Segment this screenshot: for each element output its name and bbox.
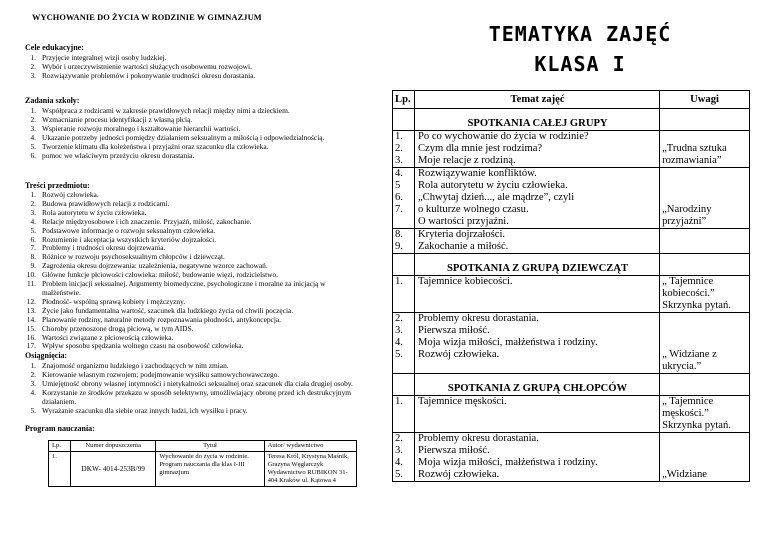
topic-note: „Narodziny przyjaźni”	[662, 204, 712, 227]
list-item-text: Tworzenie klimatu dla koleżeństwa i przyjaźni oraz szacunku dla człowieka.	[42, 141, 269, 151]
content-list	[25, 191, 355, 351]
list-item-text: Zagrożenia okresu dojrzewania: uzależnienia, negatywne wzorce zachowań.	[42, 261, 268, 271]
program-col-lp: Lp.	[49, 441, 71, 452]
topic-numbers	[393, 433, 415, 482]
topic-numbers	[393, 276, 415, 313]
topic-numbers	[393, 168, 415, 229]
list-item-number: 8.	[30, 252, 36, 262]
list-item-text: Problem inicjacji seksualnej. Argumenty biomedyczne, psychologiczne i moralne za inicjacją w małżeństwie.	[42, 279, 326, 297]
list-item-text: Wyrażanie szacunku dla siebie oraz innych ludzi, ich wysiłku i pracy.	[42, 405, 248, 415]
program-row-title: Wychowanie do życia w rodzinie. Program nauczania dla klas I-III gimnazjum	[156, 452, 264, 487]
list-item-number: 3.	[30, 378, 36, 388]
list-item	[25, 280, 355, 298]
table-row	[393, 168, 750, 229]
list-item-text: Wspieranie rozwoju moralnego i kształtowanie hierarchii wartości.	[42, 123, 241, 133]
program-col-author: Autor/ wydawnictwo	[264, 441, 356, 452]
topic-number: 3.	[395, 325, 403, 336]
topic-number: 1.	[395, 131, 403, 142]
group-heading: SPOTKANIA CAŁEJ GRUPY	[467, 118, 608, 129]
group-heading-cell	[414, 109, 659, 131]
topic-number: 9.	[395, 241, 403, 252]
list-item-number: 2.	[30, 114, 36, 124]
list-item-number: 4.	[30, 132, 36, 142]
document-title: WYCHOWANIE DO ŻYCIA W RODZINIE W GIMNAZJUM	[32, 13, 262, 22]
list-item-text: Rozwiązywanie problemów i pokonywanie trudności okresu dorastania.	[42, 70, 256, 80]
list-item-number: 1.	[30, 361, 36, 370]
list-item-number: 2.	[30, 198, 36, 208]
list-item-number: 4.	[30, 216, 36, 226]
topic-note: „Widziane	[662, 469, 707, 480]
topic-note: „ Tajemnice kobiecości.” Skrzynka pytań.	[662, 276, 731, 311]
list-item-text: Ukazanie potrzeby jedności pomiędzy działaniem seksualnym a miłością i odpowiedzialnością.	[42, 132, 325, 142]
topic-text: Moja wizja miłości, małżeństwa i rodziny.	[417, 457, 598, 468]
list-item-number: 13.	[26, 305, 36, 315]
topic-note-cell	[660, 276, 750, 313]
list-item-number: 3.	[30, 70, 36, 80]
topic-number: 2.	[395, 143, 403, 154]
table-row	[393, 229, 750, 254]
topic-number: 3.	[395, 155, 403, 166]
topics-title: TEMATYKA ZAJĘĆ	[488, 22, 672, 46]
list-item-number: 5.	[30, 141, 36, 151]
topic-number: 8.	[395, 229, 403, 240]
topic-text: Tajemnice kobiecości.	[417, 276, 513, 287]
topic-note-cell	[660, 229, 750, 254]
list-item-number: 10.	[26, 270, 36, 280]
topic-note-cell	[660, 313, 750, 374]
list-item-text: Główne funkcje płciowości człowieka: miłość, budowanie więzi, rodzicielstwo.	[42, 270, 279, 280]
list-item	[25, 342, 355, 351]
list-item-number: 4.	[30, 387, 36, 397]
topics-table-header	[393, 91, 750, 109]
list-item-number: 3.	[30, 123, 36, 133]
list-item-number: 16.	[26, 332, 36, 342]
list-item-text: Różnice w rozwoju psychoseksualnym chłopców i dziewcząt.	[42, 252, 225, 262]
group-heading-lp	[393, 374, 415, 396]
list-item-text: Choroby przenoszone drogą płciową, w tym AIDS.	[42, 323, 194, 333]
topic-text: Zakochanie a miłość.	[417, 241, 509, 252]
list-item-number: 1.	[30, 190, 36, 199]
list-item-number: 2.	[30, 61, 36, 71]
group-heading-cell	[414, 374, 659, 396]
topic-note: „ Widziane z ukrycia.”	[662, 349, 717, 372]
table-row	[393, 276, 750, 313]
topic-number: 5.	[395, 469, 403, 480]
topic-number: 7.	[395, 204, 403, 215]
list-item-text: Umiejętność obrony własnej intymności i nietykalności seksualnej oraz szacunek dla ciała drugiej osoby.	[42, 378, 353, 388]
list-item-number: 6.	[30, 234, 36, 244]
list-item-text: Życie jako fundamentalna wartość, szacunek dla ludzkiego życia od chwili poczęcia.	[42, 305, 294, 315]
list-item-number: 17.	[26, 341, 36, 351]
group-heading-notes	[660, 254, 750, 276]
list-item-text: Wartości związane z płciowością człowieka.	[42, 332, 174, 342]
list-item-number: 7.	[30, 243, 36, 253]
topic-number: 1.	[395, 276, 403, 287]
list-item-number: 1.	[30, 106, 36, 115]
group-heading-row	[393, 254, 750, 276]
topic-number: 6.	[395, 192, 403, 203]
topic-text: Kryteria dojrzałości.	[417, 229, 506, 240]
topic-number: 5.	[395, 349, 403, 360]
list-item-text: Planowanie rodziny, naturalne metody rozpoznawania płodności, antykoncepcja.	[42, 314, 282, 324]
topic-text: O wartości przyjaźni.	[417, 216, 509, 227]
list-item-number: 14.	[26, 314, 36, 324]
group-heading-lp	[393, 109, 415, 131]
list-item-text: Relacje międzyosobowe i ich znaczenie. Przyjaźń, miłość, zakochanie.	[42, 216, 252, 226]
list-item-number: 11.	[27, 279, 36, 289]
list-item-number: 3.	[30, 207, 36, 217]
table-row	[393, 313, 750, 374]
group-heading-row	[393, 109, 750, 131]
achievements-heading: Osiągnięcia:	[25, 351, 68, 360]
topic-numbers	[393, 313, 415, 374]
topic-text: Rozwój człowieka.	[417, 469, 500, 480]
topic-note: „ Tajemnice męskości.” Skrzynka pytań.	[662, 396, 731, 431]
list-item	[25, 407, 355, 416]
topic-text: „Chwytaj dzień..., ale mądrze”, czyli	[417, 192, 575, 203]
program-row-number: DKW- 4014-253B/99	[70, 452, 155, 487]
topic-note-cell	[660, 433, 750, 482]
list-item-text: Wpływ sposobu spędzania wolnego czasu na osobowość człowieka.	[42, 341, 244, 351]
school-tasks-list	[25, 107, 355, 160]
list-item-text: Problemy i trudności okresu dojrzewania.	[42, 243, 166, 253]
table-row	[393, 131, 750, 168]
list-item-text: Budowa prawidłowych relacji z rodzicami.	[42, 198, 170, 208]
list-item	[25, 152, 355, 161]
topic-texts	[414, 229, 659, 254]
group-heading-notes	[660, 109, 750, 131]
list-item-number: 5.	[30, 405, 36, 415]
list-item-text: Przyjęcie integralnej wizji osoby ludzkiej.	[42, 53, 167, 62]
topic-number: 5	[395, 180, 401, 191]
topic-text: Rozwiązywanie konfliktów.	[417, 168, 537, 179]
program-col-number: Numer dopuszczenia	[70, 441, 155, 452]
topic-text: Moja wizja miłości, małżeństwa i rodziny.	[417, 337, 598, 348]
list-item	[25, 389, 355, 407]
achievements-list	[25, 362, 355, 415]
list-item-number: 15.	[26, 323, 36, 333]
topics-col-notes: Uwagi	[660, 91, 750, 109]
group-heading-cell	[414, 254, 659, 276]
list-item-number: 2.	[30, 369, 36, 379]
list-item-number: 12.	[26, 296, 36, 306]
list-item-number: 1.	[30, 53, 36, 62]
topic-text: Moje relacje z rodziną.	[417, 155, 516, 166]
topic-numbers	[393, 229, 415, 254]
topic-text: Pierwsza miłość.	[417, 325, 490, 336]
topic-texts	[414, 433, 659, 482]
topic-number: 4.	[395, 168, 403, 179]
topic-numbers	[393, 131, 415, 168]
list-item	[25, 72, 355, 81]
topic-texts	[414, 168, 659, 229]
topic-number: 3.	[395, 445, 403, 456]
topics-col-topic: Temat zajęć	[414, 91, 659, 109]
list-item-text: Rola autorytetu w życiu człowieka.	[42, 207, 147, 217]
topic-number: 4.	[395, 337, 403, 348]
topic-number: 4.	[395, 457, 403, 468]
topic-note: „Trudna sztuka rozmawiania”	[662, 143, 727, 166]
topic-number: 1.	[395, 396, 403, 407]
goals-heading: Cele edukacyjne:	[25, 43, 84, 52]
list-item-text: Wzmacnianie procesu identyfikacji z własną płcią.	[42, 114, 193, 124]
topic-number: 2.	[395, 433, 403, 444]
school-tasks-heading: Zadania szkoły:	[25, 96, 80, 105]
class-title: KLASA I	[534, 52, 626, 76]
group-heading: SPOTKANIA Z GRUPĄ DZIEWCZĄT	[447, 263, 629, 274]
list-item-number: 6.	[30, 150, 36, 160]
topic-text: Rola autorytetu w życiu człowieka.	[417, 180, 568, 191]
list-item-number: 9.	[30, 261, 36, 271]
topic-text: Czym dla mnie jest rodzima?	[417, 143, 543, 154]
table-row	[393, 396, 750, 433]
program-heading: Program nauczania:	[25, 424, 95, 433]
topic-text: o kulturze wolnego czasu.	[417, 204, 529, 215]
goals-list	[25, 54, 355, 81]
topic-text: Problemy okresu dorastania.	[417, 433, 539, 444]
topic-texts	[414, 131, 659, 168]
topic-note-cell	[660, 396, 750, 433]
list-item-text: Podstawowe informacje o rozwoju seksualnym człowieka.	[42, 225, 216, 235]
program-row-lp: 1.	[49, 452, 71, 487]
table-row	[393, 433, 750, 482]
group-heading: SPOTKANIA Z GRUPĄ CHŁOPCÓW	[447, 383, 628, 394]
left-column	[22, 0, 357, 543]
list-item-text: Znajomość organizmu ludzkiego i zachodzących w nim zmian.	[42, 361, 229, 370]
content-heading: Treści przedmiotu:	[25, 181, 90, 190]
topic-text: Problemy okresu dorastania.	[417, 313, 539, 324]
list-item-text: Kierowanie własnym rozwojem; podejmowanie wysiłku samowychowawczego.	[42, 369, 280, 379]
topic-text: Rozwój człowieka.	[417, 349, 500, 360]
list-item-text: Współpraca z rodzicami w zakresie prawidłowych relacji między nimi a dzieckiem.	[42, 106, 290, 115]
program-table-header	[49, 441, 357, 452]
topics-col-lp: Lp.	[393, 91, 415, 109]
list-item-text: Rozumienie i akceptacja wszystkich kryteriów dojrzałości.	[42, 234, 217, 244]
topic-texts	[414, 313, 659, 374]
topic-text: Pierwsza miłość.	[417, 445, 490, 456]
list-item-text: Korzystanie ze środków przekazu w sposób selektywny, umożliwiający obronę przed ich destrukcyjnym działaniem.	[42, 387, 352, 406]
topic-numbers	[393, 396, 415, 433]
topic-note-cell	[660, 168, 750, 229]
group-heading-notes	[660, 374, 750, 396]
topic-texts	[414, 276, 659, 313]
group-heading-row	[393, 374, 750, 396]
topic-note-cell	[660, 131, 750, 168]
list-item-text: Płodność- wspólną sprawą kobiety i mężczyzny.	[42, 296, 186, 306]
list-item-text: pomoc we właściwym przeżyciu okresu dorastania.	[42, 150, 195, 160]
program-col-title: Tytuł	[156, 441, 264, 452]
topic-texts	[414, 396, 659, 433]
right-column	[392, 0, 752, 543]
topic-text: Po co wychowanie do życia w rodzinie?	[417, 131, 589, 142]
topic-text: Tajemnice męskości.	[417, 396, 507, 407]
program-row-author: Teresa Król, Krystyna Maśnik, Grazyna Węglarczyk Wydawnictwo RUBIKON 31- 404 Kraków ul. Kątowa 4	[264, 452, 356, 487]
topics-table	[392, 90, 750, 482]
list-item-text: Rozwój człowieka.	[42, 190, 99, 199]
program-table-row	[49, 452, 357, 487]
group-heading-lp	[393, 254, 415, 276]
list-item-text: Wybór i urzeczywistnienie wartości służących osobowemu rozwojowi.	[42, 61, 252, 71]
list-item-number: 5.	[30, 225, 36, 235]
topic-number: 2.	[395, 313, 403, 324]
program-table	[48, 440, 357, 487]
